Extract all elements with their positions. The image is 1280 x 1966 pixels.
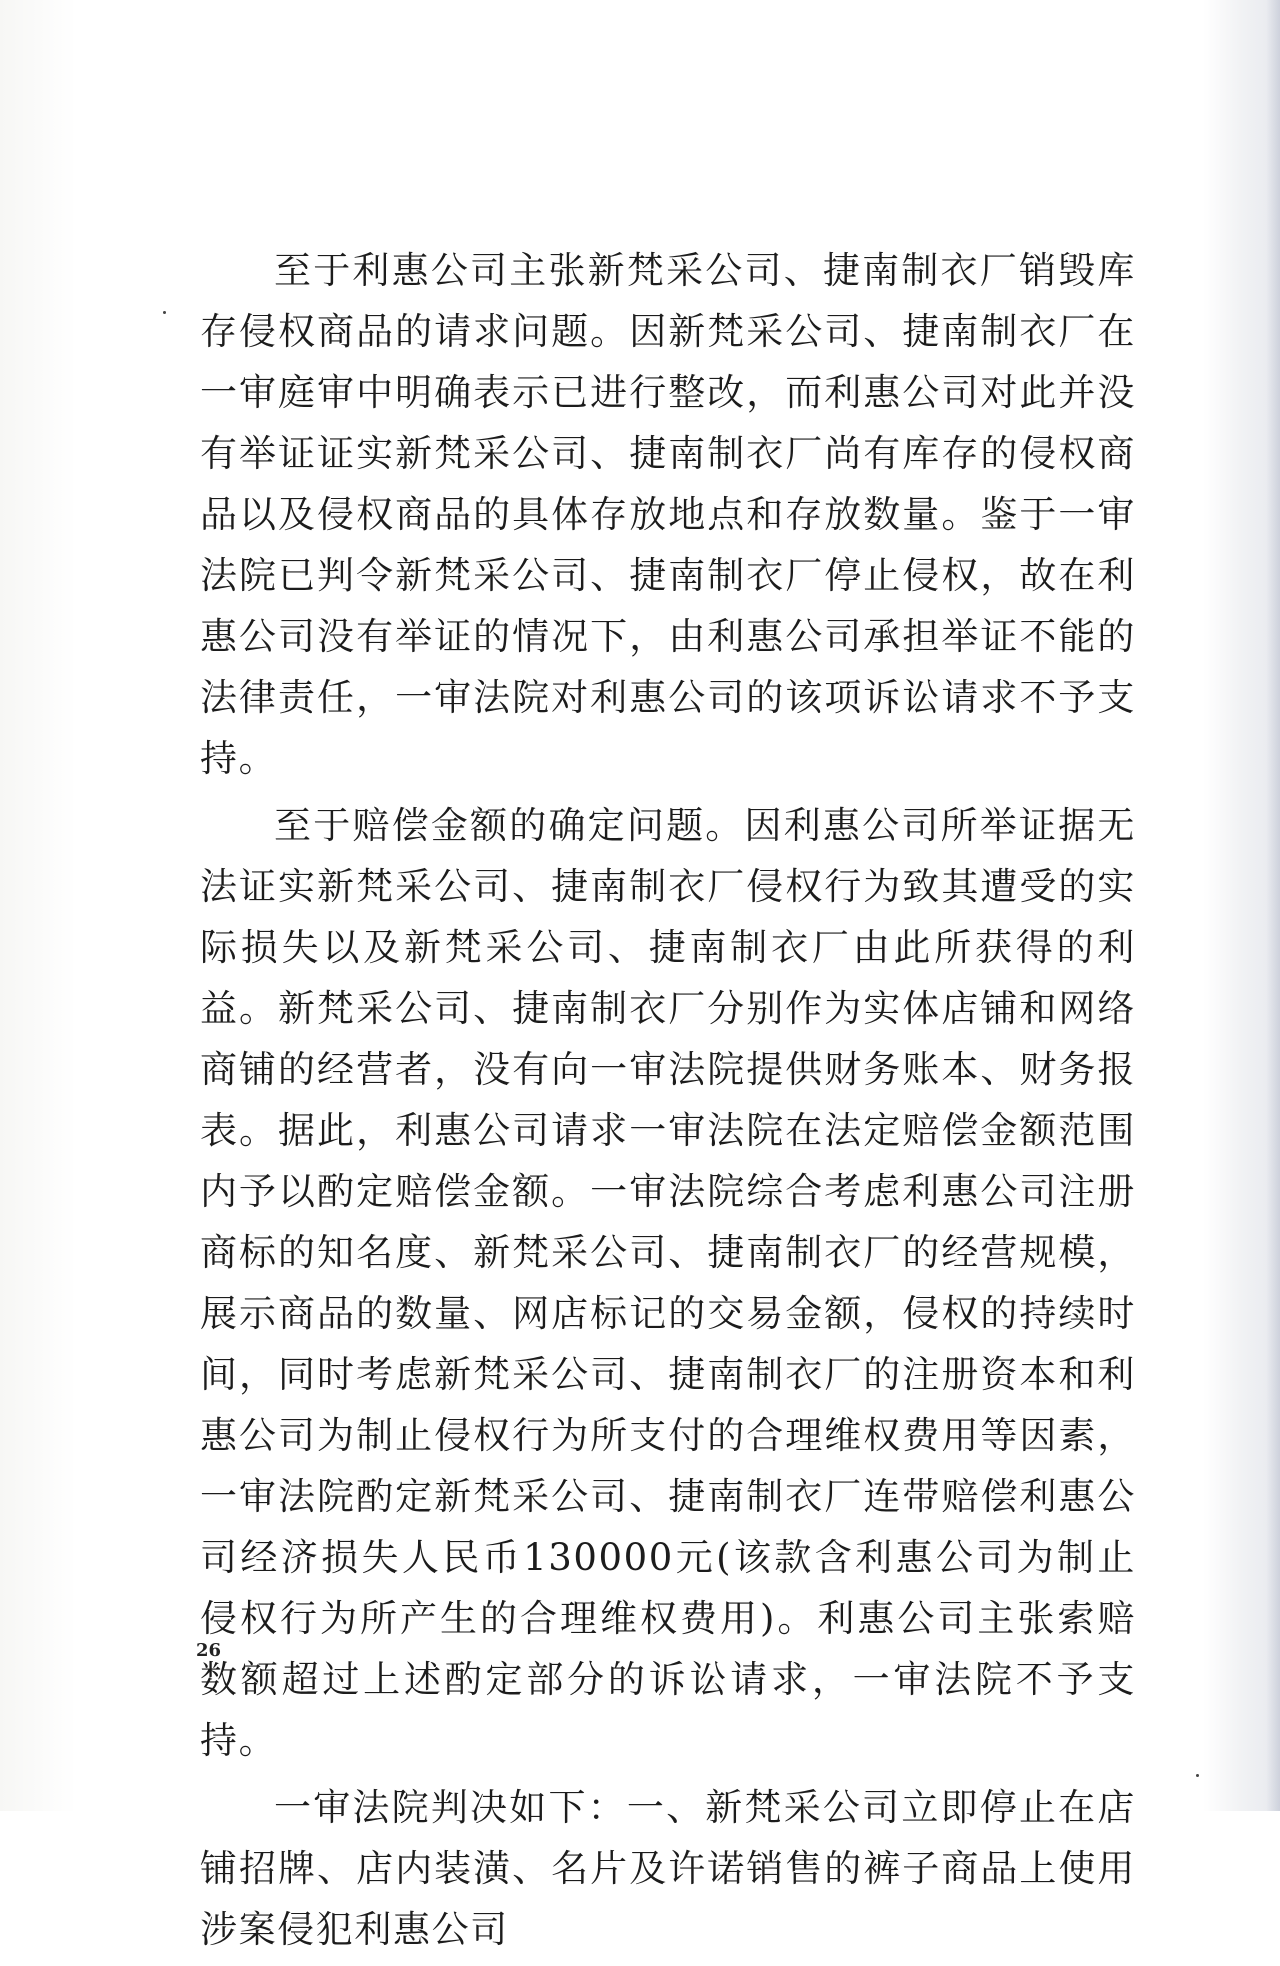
paragraph-compensation-amount: 至于赔偿金额的确定问题。因利惠公司所举证据无法证实新梵采公司、捷南制衣厂侵权行为致其遭受的实际损失以及新梵采公司、捷南制衣厂由此所获得的利益。新梵采公司、捷南制衣厂分别作为实体店铺和网络商铺的经营者，没有向一审法院提供财务账本、财务报表。据此，利惠公司请求一审法院在法定赔偿金额范围内予以酌定赔偿金额。一审法院综合考虑利惠公司注册商标的知名度、新梵采公司、捷南制衣厂的经营规模，展示商品的数量、网店标记的交易金额，侵权的持续时间，同时考虑新梵采公司、捷南制衣厂的注册资本和利惠公司为制止侵权行为所支付的合理维权费用等因素，一审法院酌定新梵采公司、捷南制衣厂连带赔偿利惠公司经济损失人民币130000元(该款含利惠公司为制止侵权行为所产生的合理维权费用)。利惠公司主张索赔数额超过上述酌定部分的诉讼请求，一审法院不予支持。 bbox=[200, 804, 1136, 1762]
page-edge-shadow bbox=[1266, 0, 1280, 1811]
paragraph-inventory-destruction: 至于利惠公司主张新梵采公司、捷南制衣厂销毁库存侵权商品的请求问题。因新梵采公司、捷南制衣厂在一审庭审中明确表示已进行整改，而利惠公司对此并没有举证证实新梵采公司、捷南制衣厂尚有库存的侵权商品以及侵权商品的具体存放地点和存放数量。鉴于一审法院已判令新梵采公司、捷南制衣厂停止侵权，故在利惠公司没有举证的情况下，由利惠公司承担举证不能的法律责任，一审法院对利惠公司的该项诉讼请求不予支持。 bbox=[200, 249, 1136, 780]
paragraph-judgment: 一审法院判决如下：一、新梵采公司立即停止在店铺招牌、店内装潢、名片及许诺销售的裤子商品上使用涉案侵犯利惠公司 bbox=[200, 1786, 1136, 1951]
document-body bbox=[200, 240, 1136, 1966]
scan-speck bbox=[1196, 1774, 1199, 1777]
page-number: 26 bbox=[196, 1640, 222, 1661]
scan-speck bbox=[163, 311, 166, 314]
